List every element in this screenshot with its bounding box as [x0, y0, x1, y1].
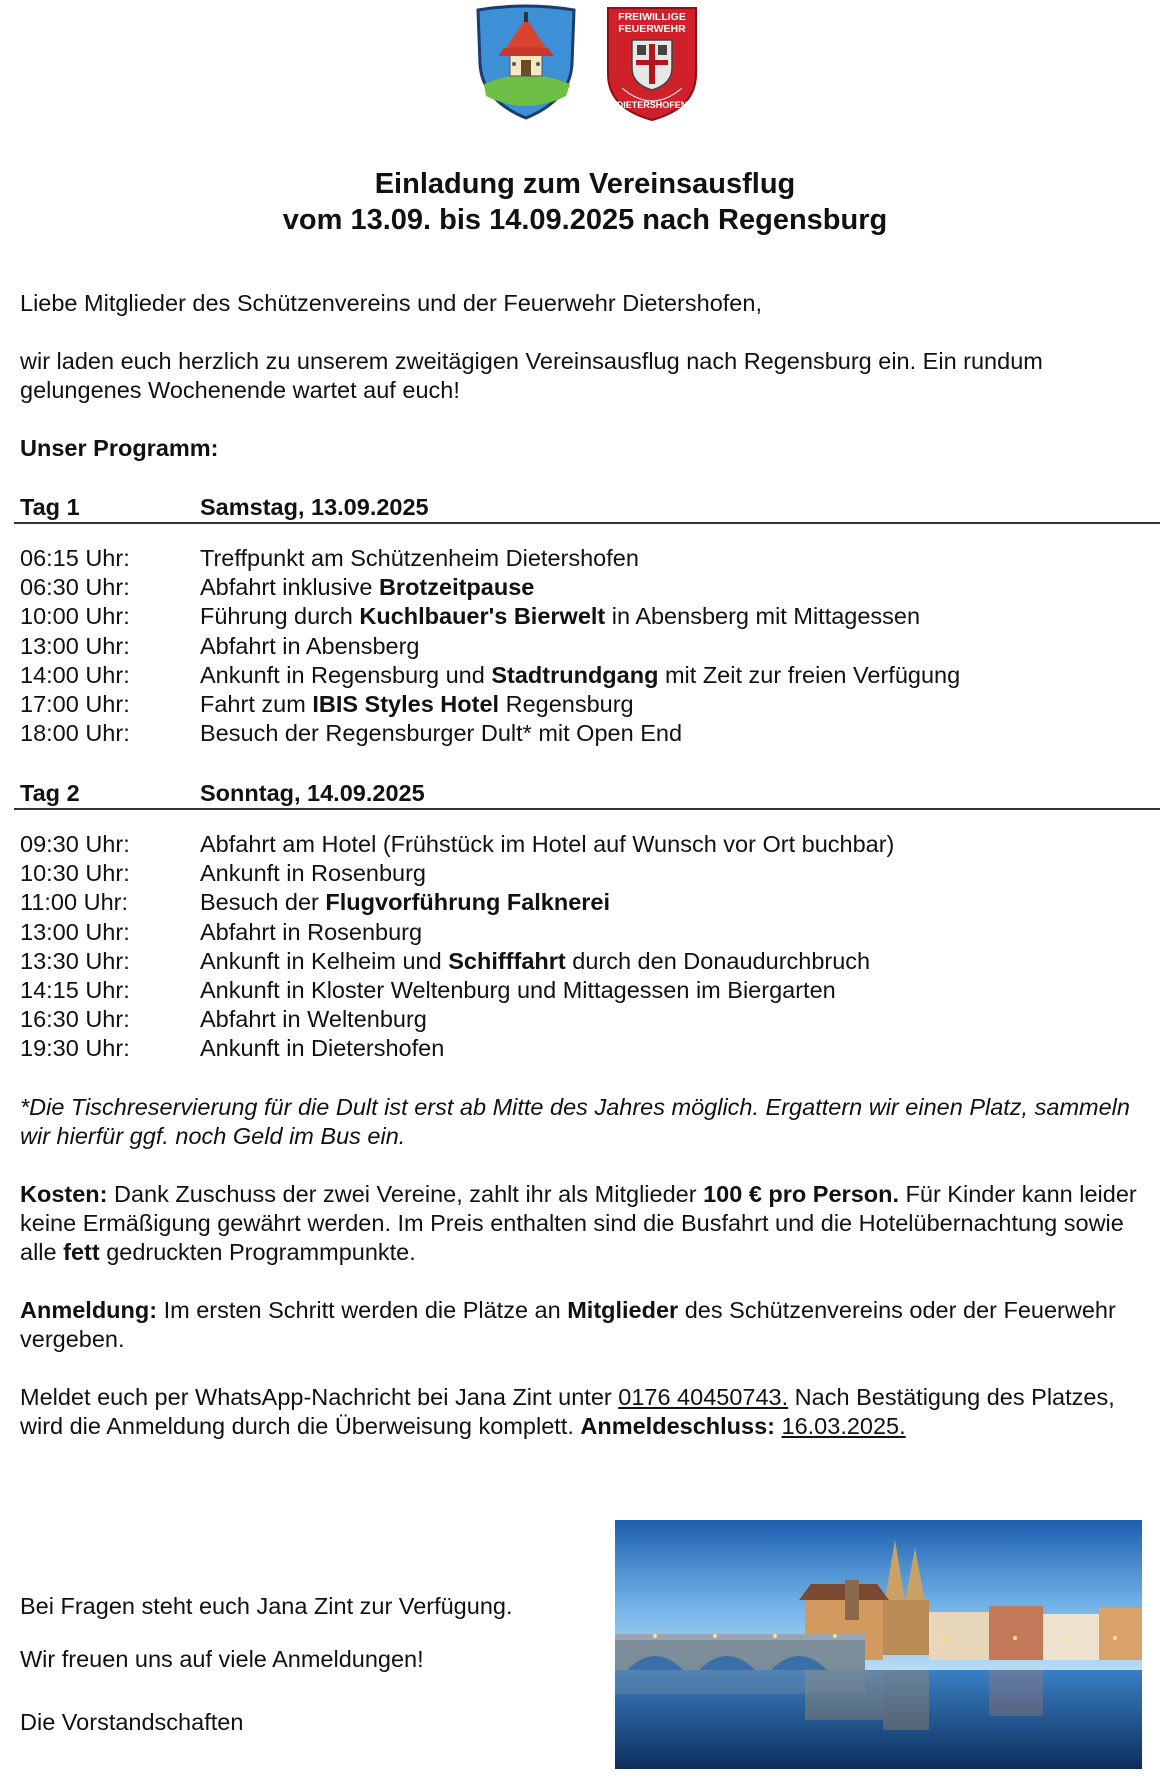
- title-line-2: vom 13.09. bis 14.09.2025 nach Regensburg: [282, 204, 888, 236]
- schedule-desc: Besuch der Regensburger Dult* mit Open End: [200, 720, 683, 747]
- schedule-desc: Treffpunkt am Schützenheim Dietershofen: [200, 545, 639, 571]
- title-line-1: Einladung zum Vereinsausflug: [374, 168, 796, 200]
- schedule-desc: Abfahrt inklusive Brotzeitpause: [200, 574, 535, 601]
- schedule-desc: Ankunft in Regensburg und Stadtrundgang mit Zeit zur freien Verfügung: [200, 661, 961, 688]
- schedule-time: 11:00 Uhr:: [20, 889, 128, 916]
- schedule-time: 06:30 Uhr:: [20, 574, 130, 601]
- schedule-time: 19:30 Uhr:: [20, 1035, 130, 1062]
- schedule-row: [20, 661, 1160, 690]
- schedule-time: 16:30 Uhr:: [20, 1006, 130, 1033]
- costs-label: Kosten:: [20, 1181, 108, 1207]
- schedule-row: [20, 918, 1160, 947]
- closing-line: Wir freuen uns auf viele Anmeldungen!: [20, 1646, 424, 1672]
- schedule-time: 18:00 Uhr:: [20, 720, 130, 747]
- program-heading: Unser Programm:: [20, 435, 219, 461]
- schedule-desc: Ankunft in Kloster Weltenburg und Mittagessen im Biergarten: [200, 976, 836, 1003]
- schedule-time: 06:15 Uhr:: [20, 545, 130, 571]
- schedule-time: 13:00 Uhr:: [20, 918, 130, 945]
- schedule-row: [20, 632, 1160, 661]
- intro-paragraph: wir laden euch herzlich zu unserem zweitägigen Vereinsausflug nach Regensburg ein. Ein rundum gelungenes Wochenende wartet auf euch!: [20, 348, 1043, 403]
- schedule-time: 17:00 Uhr:: [20, 690, 130, 717]
- costs-paragraph: Kosten: Dank Zuschuss der zwei Vereine, zahlt ihr als Mitglieder 100 € pro Person. Für Kinder kann leider keine Ermäßigung gewährt werden. Im Preis enthalten sind die Busfahrt und die Hotelübernachtung sowie alle fett gedruckten Programmpunkte.: [20, 1181, 1137, 1265]
- day1-label: Tag 1: [20, 494, 80, 520]
- schedule-time: 14:15 Uhr:: [20, 976, 130, 1003]
- schedule-desc: Führung durch Kuchlbauer's Bierwelt in Abensberg mit Mittagessen: [200, 603, 921, 630]
- questions-line: Bei Fragen steht euch Jana Zint zur Verfügung.: [20, 1593, 513, 1619]
- regensburg-photo-icon: [615, 1520, 1142, 1769]
- schedule-row: [20, 947, 1160, 976]
- fire-brigade-badge-icon: [604, 4, 700, 122]
- schedule-desc: Abfahrt am Hotel (Frühstück im Hotel auf Wunsch vor Ort buchbar): [200, 831, 895, 857]
- schedule-desc: Abfahrt in Weltenburg: [200, 1006, 427, 1033]
- day2-label: Tag 2: [20, 780, 80, 806]
- schedule-row: [20, 830, 1160, 859]
- municipal-coat-of-arms-icon: [474, 4, 578, 120]
- schedule-desc: Abfahrt in Rosenburg: [200, 918, 423, 945]
- footnote: *Die Tischreservierung für die Dult ist erst ab Mitte des Jahres möglich. Ergattern wir einen Platz, sammeln wir hierfür ggf. noch Geld im Bus ein.: [20, 1094, 1130, 1149]
- svg-text:DIETERSHOFEN: DIETERSHOFEN: [616, 100, 688, 110]
- day1-schedule: [20, 544, 1160, 748]
- day2-date: Sonntag, 14.09.2025: [200, 780, 425, 806]
- schedule-time: 09:30 Uhr:: [20, 831, 130, 857]
- day1-divider: [14, 522, 1160, 524]
- price: 100 € pro Person.: [703, 1181, 899, 1207]
- registration-label: Anmeldung:: [20, 1297, 158, 1323]
- schedule-time: 10:30 Uhr:: [20, 860, 130, 887]
- logo-bar: [0, 4, 1170, 122]
- deadline-label: Anmeldeschluss:: [580, 1413, 775, 1439]
- schedule-time: 14:00 Uhr:: [20, 661, 130, 688]
- schedule-time: 13:00 Uhr:: [20, 632, 130, 659]
- schedule-desc: Ankunft in Kelheim und Schifffahrt durch den Donaudurchbruch: [200, 947, 871, 974]
- day2-divider: [14, 808, 1160, 810]
- schedule-row: [20, 544, 1160, 573]
- schedule-row: [20, 976, 1160, 1005]
- signature: Die Vorstandschaften: [20, 1709, 244, 1735]
- schedule-desc: Fahrt zum IBIS Styles Hotel Regensburg: [200, 690, 634, 717]
- schedule-row: [20, 1034, 1160, 1063]
- schedule-row: [20, 573, 1160, 602]
- phone-number[interactable]: 0176 40450743.: [618, 1384, 789, 1410]
- schedule-row: [20, 719, 1160, 748]
- schedule-row: [20, 1005, 1160, 1034]
- greeting: Liebe Mitglieder des Schützenvereins und der Feuerwehr Dietershofen,: [20, 290, 762, 316]
- schedule-desc: Abfahrt in Abensberg: [200, 632, 420, 659]
- schedule-time: 10:00 Uhr:: [20, 603, 130, 630]
- schedule-desc: Ankunft in Dietershofen: [200, 1035, 445, 1062]
- schedule-row: [20, 888, 1160, 917]
- day2-schedule: [20, 830, 1160, 1064]
- schedule-time: 13:30 Uhr:: [20, 947, 130, 974]
- svg-text:FREIWILLIGE: FREIWILLIGE: [618, 11, 686, 23]
- svg-text:FEUERWEHR: FEUERWEHR: [618, 23, 686, 35]
- schedule-desc: Besuch der Flugvorführung Falknerei: [200, 889, 611, 916]
- registration-paragraph: Anmeldung: Im ersten Schritt werden die Plätze an Mitglieder des Schützenvereins oder der Feuerwehr vergeben.: [20, 1297, 1116, 1352]
- schedule-row: [20, 690, 1160, 719]
- schedule-row: [20, 602, 1160, 631]
- contact-paragraph: Meldet euch per WhatsApp-Nachricht bei Jana Zint unter 0176 40450743. Nach Bestätigung des Platzes, wird die Anmeldung durch die Überweisung komplett. Anmeldeschluss: 16.03.2025.: [20, 1384, 1115, 1439]
- deadline-date: 16.03.2025.: [781, 1413, 906, 1439]
- schedule-row: [20, 859, 1160, 888]
- day1-date: Samstag, 13.09.2025: [200, 494, 429, 520]
- schedule-desc: Ankunft in Rosenburg: [200, 860, 427, 887]
- page-title: [0, 166, 1170, 238]
